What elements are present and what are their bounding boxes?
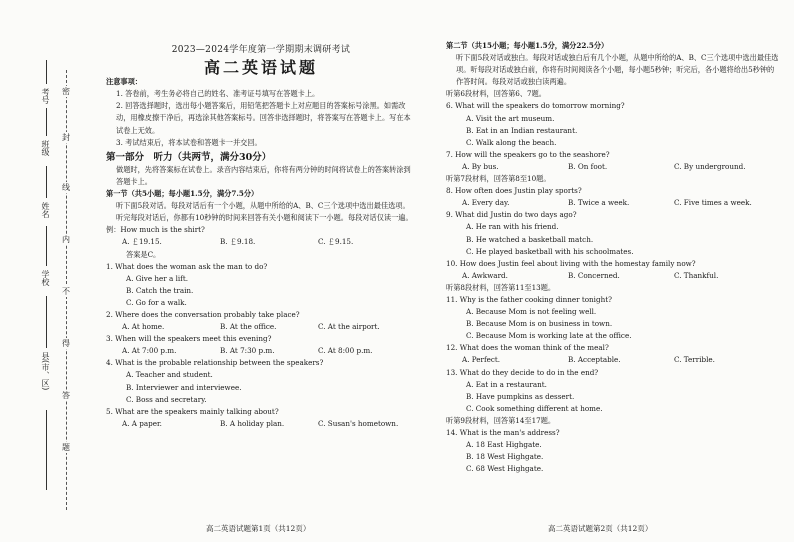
answer-option: A. Give her a lift.: [126, 273, 189, 283]
answer-option: B. Have pumpkins as dessert.: [466, 391, 575, 401]
question-stem: 8. How often does Justin play sports?: [446, 186, 582, 196]
option-row: [446, 161, 780, 173]
field-exam-number-line: [46, 60, 47, 84]
left-question-list: [106, 261, 416, 430]
answer-option: B. A holiday plan.: [220, 418, 285, 428]
footer-page-right: 高二英语试题第2页（共12页）: [548, 524, 653, 533]
answer-option: C. Because Mom is working late at the office.: [466, 331, 632, 341]
answer-option: C. At the airport.: [318, 322, 380, 332]
fold-char: 答: [62, 391, 70, 400]
answer-option: B. Catch the train.: [126, 285, 194, 295]
material-lead: 听第9段材料，回答第14至17题。: [446, 415, 556, 425]
answer-option: C. Five times a week.: [674, 198, 752, 208]
answer-option: B. At the office.: [220, 322, 277, 332]
right-question-list: [446, 88, 780, 475]
fold-char: 题: [62, 443, 70, 452]
notice-title: 注意事项：: [106, 77, 142, 87]
section2-title: 第二节（共15小题；每小题1.5分，满分22.5分）: [446, 41, 609, 50]
answer-option: A. Because Mom is not feeling well.: [466, 307, 597, 317]
answer-option: B. Because Mom is on business in town.: [466, 319, 613, 329]
answer-option: B. Concerned.: [568, 270, 620, 280]
answer-option: A. 18 East Highgate.: [466, 440, 542, 450]
question-stem: 5. What are the speakers mainly talking about?: [106, 406, 279, 416]
answer-option: A. He ran with his friend.: [466, 222, 559, 232]
material-lead: 听第6段材料，回答第6、7题。: [446, 89, 546, 99]
answer-option: C. Go for a walk.: [126, 297, 187, 307]
question-stem: 12. What does the woman think of the meal?: [446, 343, 609, 353]
answer-option: B. Eat in an Indian restaurant.: [466, 125, 578, 135]
left-column: [106, 0, 416, 430]
example-option: B. ￡9.18.: [220, 237, 256, 247]
answer-option: C. At 8:00 p.m.: [318, 346, 373, 356]
answer-option: B. 18 West Highgate.: [466, 452, 544, 462]
fold-char: 不: [62, 287, 70, 296]
field-school-label: 学校: [41, 270, 50, 286]
answer-option: C. Boss and secretary.: [126, 394, 207, 404]
question-stem: 6. What will the speakers do tomorrow morning?: [446, 101, 625, 111]
answer-option: C. Thankful.: [674, 270, 719, 280]
question-stem: 13. What do they decide to do in the end?: [446, 367, 599, 377]
option-row: [446, 354, 780, 366]
answer-option: A. Visit the art museum.: [466, 113, 555, 123]
example-option: A. ￡19.15.: [122, 237, 162, 247]
example-question: 例：How much is the shirt?: [106, 225, 205, 235]
answer-option: C. Walk along the beach.: [466, 137, 557, 147]
subject-title: 高二英语试题: [203, 58, 318, 78]
material-lead: 听第7段材料，回答第8至10题。: [446, 174, 551, 184]
question-stem: 11. Why is the father cooking dinner tonight?: [446, 294, 612, 304]
part1-title: 第一部分 听力（共两节，满分30分）: [106, 151, 272, 163]
answer-option: C. Susan's hometown.: [318, 418, 399, 428]
fold-char: 封: [62, 133, 70, 142]
answer-option: B. Interviewer and interviewee.: [126, 382, 242, 392]
option-row: [446, 270, 780, 282]
option-row: [106, 321, 416, 333]
question-stem: 7. How will the speakers go to the seashore?: [446, 149, 610, 159]
answer-option: C. He played basketball with his schoolmates.: [466, 246, 634, 256]
option-row: [106, 345, 416, 357]
binding-gutter: [0, 0, 96, 542]
notice-item: 1. 答卷前，考生务必将自己的姓名、准考证号填写在答题卡上。: [116, 89, 320, 99]
field-county-label: 县(市、区): [41, 352, 50, 391]
fold-char: 得: [62, 339, 70, 348]
footer-page-left: 高二英语试题第1页（共12页）: [206, 524, 311, 533]
field-name-line: [46, 166, 47, 198]
answer-option: C. Terrible.: [674, 355, 715, 365]
material-lead: 听第8段材料，回答第11至13题。: [446, 282, 556, 292]
field-county-line: [46, 296, 47, 348]
answer-option: B. Twice a week.: [568, 198, 630, 208]
section1-title: 第一节（共5小题；每小题1.5分，满分7.5分）: [106, 189, 259, 199]
question-stem: 2. Where does the conversation probably take place?: [106, 309, 300, 319]
field-class-line: [46, 108, 47, 136]
notice-item: 2. 回答选择题时，选出每小题答案后，用铅笔把答题卡上对应题目的答案标号涂黑。如需改动，用橡皮擦干净后，再选涂其他答案标号。回答非选择题时，将答案写在答题卡上。写在本试卷上无效。: [116, 101, 411, 135]
right-column: [446, 40, 780, 475]
answer-option: B. Acceptable.: [568, 355, 621, 365]
answer-option: A. At home.: [122, 322, 165, 332]
answer-option: C. Cook something different at home.: [466, 403, 603, 413]
field-exam-number-label: 考号: [41, 88, 50, 104]
field-school-line: [46, 226, 47, 266]
section2-intro: 听下面5段对话或独白。每段对话或独白后有几个小题，从题中所给的A、B、C三个选项中选出最佳选项。听每段对话或独白前，你将有时间阅读各个小题，每小题5秒钟；听完后，各小题将给出5秒钟的作答时间。每段对话或独白读两遍。: [456, 53, 779, 87]
field-name-label: 姓名: [41, 202, 50, 218]
question-stem: 4. What is the probable relationship between the speakers?: [106, 358, 324, 368]
answer-option: A. Awkward.: [462, 270, 508, 280]
fold-char: 线: [62, 183, 70, 192]
question-stem: 3. When will the speakers meet this evening?: [106, 334, 272, 344]
answer-option: A. Teacher and student.: [126, 370, 213, 380]
fold-char: 密: [62, 87, 70, 96]
question-stem: 10. How does Justin feel about living with the homestay family now?: [446, 258, 696, 268]
section1-intro: 听下面5段对话。每段对话后有一个小题，从题中所给的A、B、C三个选项中选出最佳选项。听完每段对话后，你都有10秒钟的时间来回答有关小题和阅读下一小题。每段对话仅读一遍。: [116, 201, 413, 223]
answer-option: A. Eat in a restaurant.: [466, 379, 547, 389]
answer-option: C. 68 West Highgate.: [466, 464, 544, 474]
example-answer: 答案是C。: [126, 249, 161, 259]
notice-item: 3. 考试结束后，将本试卷和答题卡一并交回。: [116, 137, 262, 147]
question-stem: 14. What is the man's address?: [446, 428, 560, 437]
answer-option: B. At 7:30 p.m.: [220, 346, 275, 356]
answer-option: A. A paper.: [122, 418, 162, 428]
answer-option: A. Perfect.: [462, 355, 501, 365]
fold-char: 内: [62, 235, 70, 244]
option-row: [446, 197, 780, 209]
question-stem: 1. What does the woman ask the man to do?: [106, 261, 268, 271]
answer-option: C. By underground.: [674, 161, 746, 171]
option-row: [106, 418, 416, 430]
answer-option: A. By bus.: [462, 161, 499, 171]
example-option: C. ￡9.15.: [318, 237, 354, 247]
part1-intro: 做题时，先将答案标在试卷上。录音内容结束后，你将有两分钟的时间将试卷上的答案转涂到答题卡上。: [116, 164, 411, 186]
example-options: [106, 236, 416, 248]
answer-option: B. On foot.: [568, 161, 608, 171]
answer-option: B. He watched a basketball match.: [466, 234, 594, 244]
exam-title: 2023—2024学年度第一学期期末调研考试: [171, 45, 351, 55]
field-class-label: 班级: [41, 140, 50, 156]
question-stem: 9. What did Justin do two days ago?: [446, 210, 577, 220]
answer-option: A. Every day.: [462, 198, 510, 208]
field-extra-line: [46, 410, 47, 490]
answer-option: A. At 7:00 p.m.: [122, 346, 177, 356]
